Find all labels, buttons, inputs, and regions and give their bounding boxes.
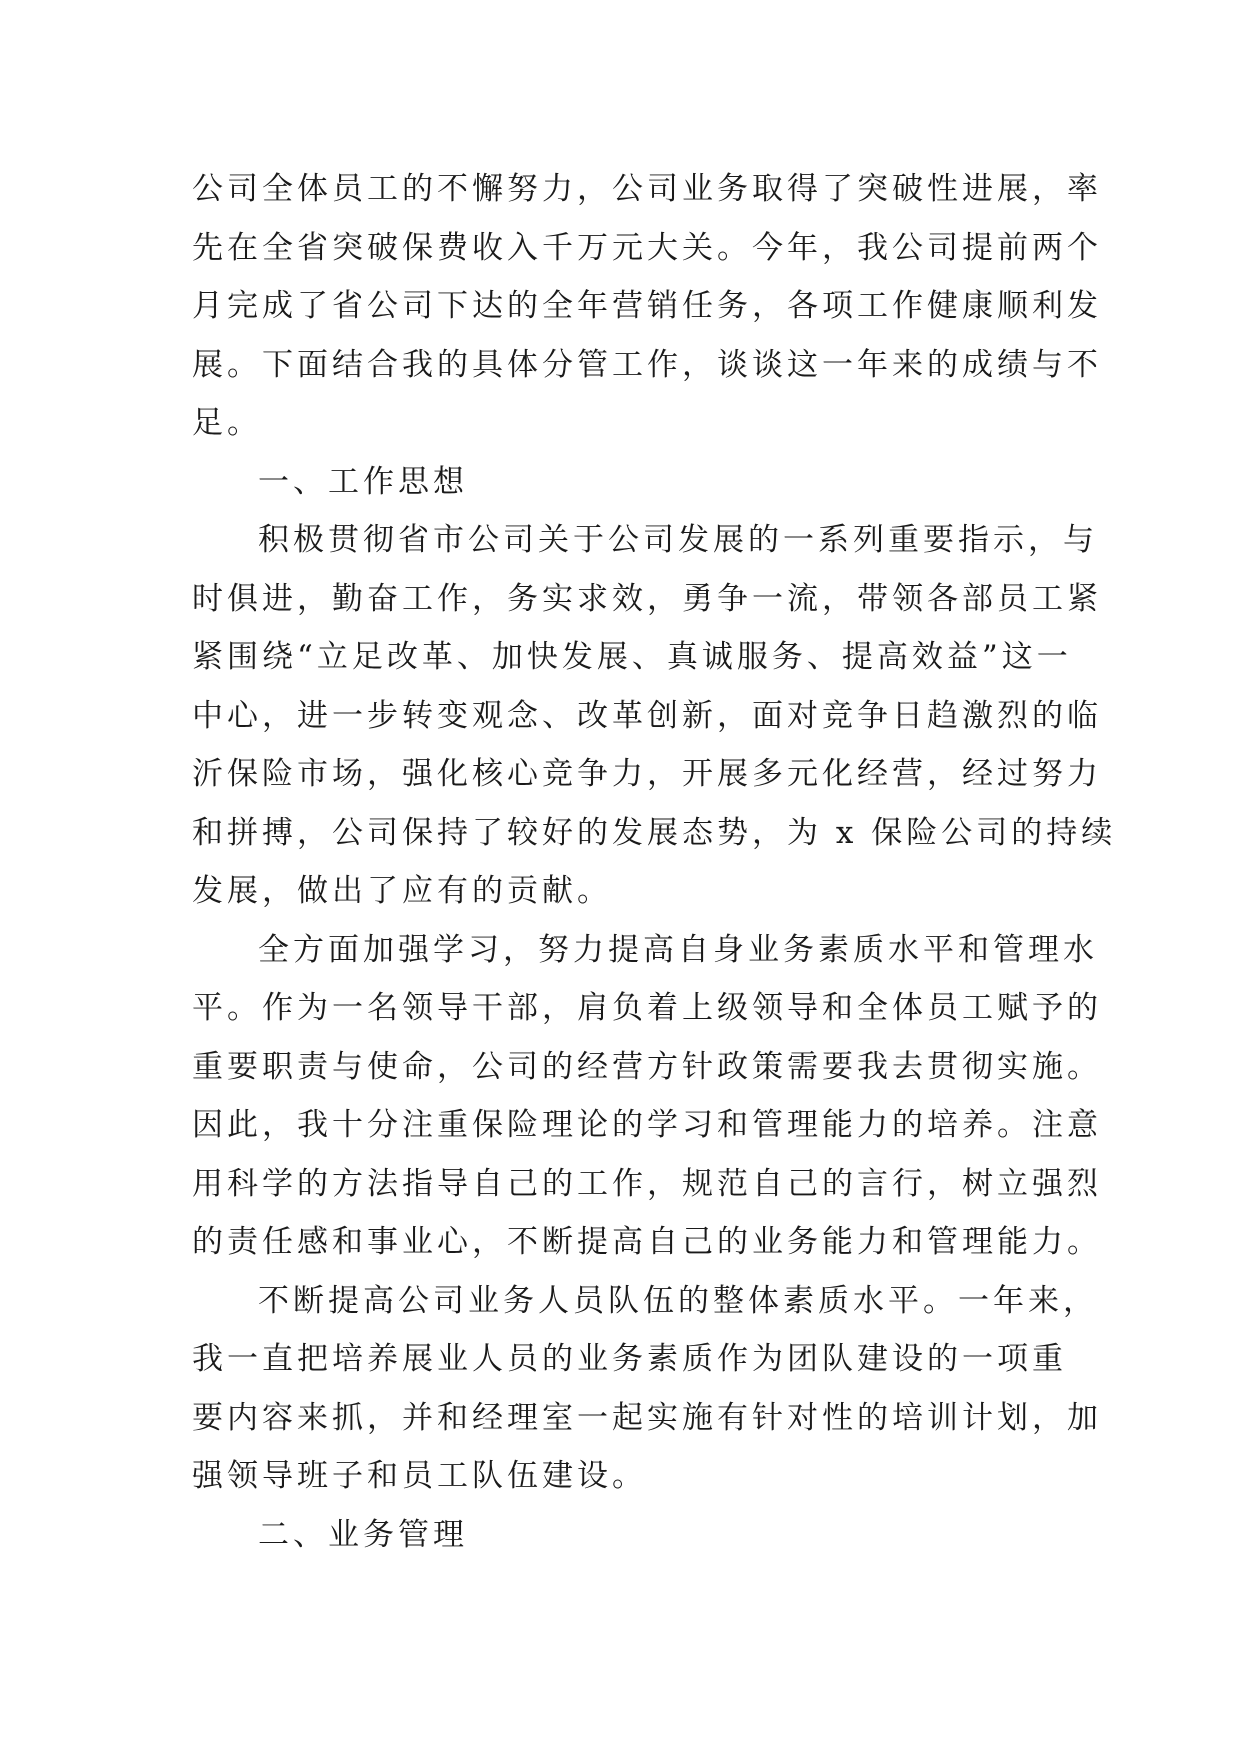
text-line: 时俱进，勤奋工作，务实求效，勇争一流，带领各部员工紧 [192,580,1102,617]
text-line: 用科学的方法指导自己的工作，规范自己的言行，树立强烈 [192,1165,1102,1202]
text-line: 月完成了省公司下达的全年营销任务，各项工作健康顺利发 [192,288,1102,324]
text-line: 的责任感和事业心，不断提高自己的业务能力和管理能力。 [192,1224,1102,1260]
text-line: 公司全体员工的不懈努力，公司业务取得了突破性进展，率 [192,171,1102,207]
paragraph-first-line: 全方面加强学习，努力提高自身业务素质水平和管理水 [258,931,1098,968]
section-heading-business-management: 二、业务管理 [258,1516,468,1553]
text-line: 我一直把培养展业人员的业务素质作为团队建设的一项重 [192,1341,1067,1377]
paragraph-first-line: 不断提高公司业务人员队伍的整体素质水平。一年来， [258,1282,1098,1319]
text-line: 沂保险市场，强化核心竞争力，开展多元化经营，经过努力 [192,756,1102,792]
text-line: 因此，我十分注重保险理论的学习和管理能力的培养。注意 [192,1107,1102,1143]
text-line: 重要职责与使命，公司的经营方针政策需要我去贯彻实施。 [192,1048,1102,1085]
text-line: 要内容来抓，并和经理室一起实施有针对性的培训计划，加 [192,1399,1102,1436]
text-line: 发展，做出了应有的贡献。 [192,873,612,909]
text-line: 平。作为一名领导干部，肩负着上级领导和全体员工赋予的 [192,990,1102,1026]
text-line: 和拼搏，公司保持了较好的发展态势，为 x 保险公司的持续 [192,814,1117,851]
document-body [192,160,1117,1564]
section-heading-work-thoughts: 一、工作思想 [258,463,468,500]
text-line: 强领导班子和员工队伍建设。 [192,1458,647,1494]
text-line: 足。 [192,405,262,441]
text-line: 先在全省突破保费收入千万元大关。今年，我公司提前两个 [192,229,1102,266]
paragraph-first-line: 积极贯彻省市公司关于公司发展的一系列重要指示，与 [258,522,1098,558]
text-line: 紧围绕“立足改革、加快发展、真诚服务、提高效益”这一 [192,639,1072,675]
text-line: 展。下面结合我的具体分管工作，谈谈这一年来的成绩与不 [192,346,1102,383]
text-line: 中心，进一步转变观念、改革创新，面对竞争日趋激烈的临 [192,697,1102,734]
